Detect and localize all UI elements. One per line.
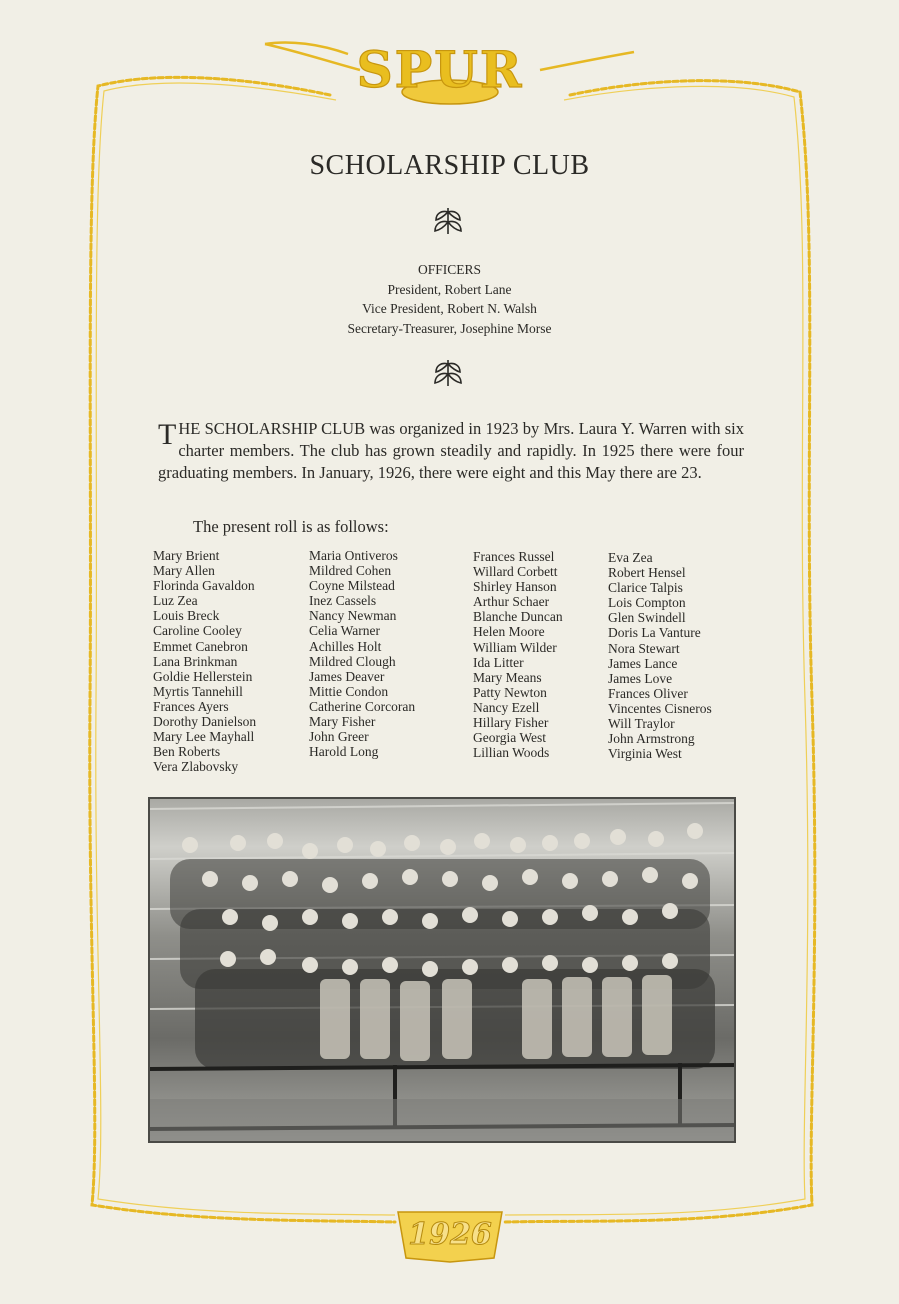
member-name: William Wilder [473, 639, 557, 655]
roll-column-4 [608, 550, 712, 761]
member-name: John Greer [309, 729, 369, 745]
member-name: Nancy Ezell [473, 699, 540, 715]
member-name: Hillary Fisher [473, 715, 549, 731]
member-name: Nancy Newman [309, 608, 397, 624]
group-photo-illustration [150, 799, 734, 1141]
member-name: James Deaver [309, 668, 385, 684]
page-title: SCHOLARSHIP CLUB [309, 150, 590, 181]
member-name: Mary Allen [153, 563, 215, 579]
member-name: Frances Russel [473, 549, 555, 564]
roll-column-3 [473, 549, 563, 760]
officer-line: President, Robert Lane [387, 281, 512, 297]
member-name: Maria Ontiveros [309, 548, 398, 563]
member-name: Vincentes Cisneros [608, 700, 712, 716]
member-name: Harold Long [309, 744, 379, 760]
member-name: Frances Oliver [608, 685, 688, 701]
member-name: Goldie Hellerstein [153, 668, 253, 684]
member-name: Mary Brient [153, 548, 220, 563]
member-name: James Lance [608, 655, 678, 671]
member-name: Blanche Duncan [473, 609, 563, 625]
leaf-ornament-icon [431, 356, 465, 390]
member-name: Achilles Holt [309, 638, 382, 654]
member-name: Will Traylor [608, 716, 675, 732]
spur-logo-text: SPUR [356, 40, 524, 99]
club-group-photo [148, 797, 736, 1143]
member-name: Mary Fisher [309, 714, 376, 730]
member-name: Ben Roberts [153, 744, 221, 760]
member-name: Mary Lee Mayhall [153, 729, 255, 745]
member-name: Willard Corbett [473, 564, 558, 580]
member-name: Dorothy Danielson [153, 714, 257, 730]
member-name: Emmet Canebron [153, 638, 248, 654]
intro-text: HE SCHOLARSHIP CLUB was organized in 1923 by Mrs. Laura Y. Warren with six charter members. The club has grown steadily and rapidly. In 1925 there were four graduating members. In January, 1926, there were eight and this May there are 23. [158, 419, 744, 482]
leaf-ornament-icon [431, 204, 465, 238]
member-name: Lois Compton [608, 595, 686, 611]
member-name: Vera Zlabovsky [153, 759, 239, 775]
member-name: Myrtis Tannehill [153, 683, 243, 699]
member-name: John Armstrong [608, 731, 695, 747]
member-name: Shirley Hanson [473, 579, 557, 595]
roll-column-2 [309, 548, 415, 759]
member-name: Clarice Talpis [608, 580, 683, 596]
member-name: Louis Breck [153, 608, 220, 624]
member-name: Lillian Woods [473, 745, 550, 761]
officer-line: Vice President, Robert N. Walsh [362, 301, 537, 316]
roll-intro: The present roll is as follows: [193, 517, 389, 536]
member-name: Mildred Clough [309, 653, 396, 669]
member-name: Patty Newton [473, 684, 547, 700]
intro-paragraph [158, 418, 744, 484]
member-name: Coyne Milstead [309, 578, 395, 594]
member-name: James Love [608, 670, 673, 686]
drop-cap: T [158, 418, 177, 451]
member-name: Nora Stewart [608, 640, 680, 656]
member-name: Mary Means [473, 669, 542, 685]
member-name: Frances Ayers [153, 698, 229, 714]
member-name: Ida Litter [473, 654, 524, 670]
member-name: Caroline Cooley [153, 623, 242, 639]
member-name: Mildred Cohen [309, 563, 392, 579]
member-name: Helen Moore [473, 624, 545, 640]
officer-line: Secretary-Treasurer, Josephine Morse [347, 320, 552, 336]
spur-logo [340, 36, 540, 106]
member-name: Florinda Gavaldon [153, 578, 255, 594]
member-name: Robert Hensel [608, 565, 686, 581]
member-name: Mittie Condon [309, 683, 389, 699]
officers-heading: OFFICERS [417, 262, 482, 277]
member-name: Luz Zea [153, 593, 198, 609]
member-name: Doris La Vanture [608, 625, 701, 641]
member-name: Georgia West [473, 730, 547, 746]
roll-column-1 [153, 548, 256, 774]
member-name: Celia Warner [309, 623, 381, 639]
member-name: Virginia West [608, 746, 682, 762]
member-name: Catherine Corcoran [309, 698, 416, 714]
officers-block [0, 260, 899, 338]
member-name: Arthur Schaer [473, 594, 550, 610]
member-name: Glen Swindell [608, 610, 686, 626]
member-name: Inez Cassels [309, 593, 377, 609]
member-name: Eva Zea [608, 550, 653, 565]
member-name: Lana Brinkman [153, 653, 238, 669]
year-badge: 1926 [408, 1217, 492, 1252]
